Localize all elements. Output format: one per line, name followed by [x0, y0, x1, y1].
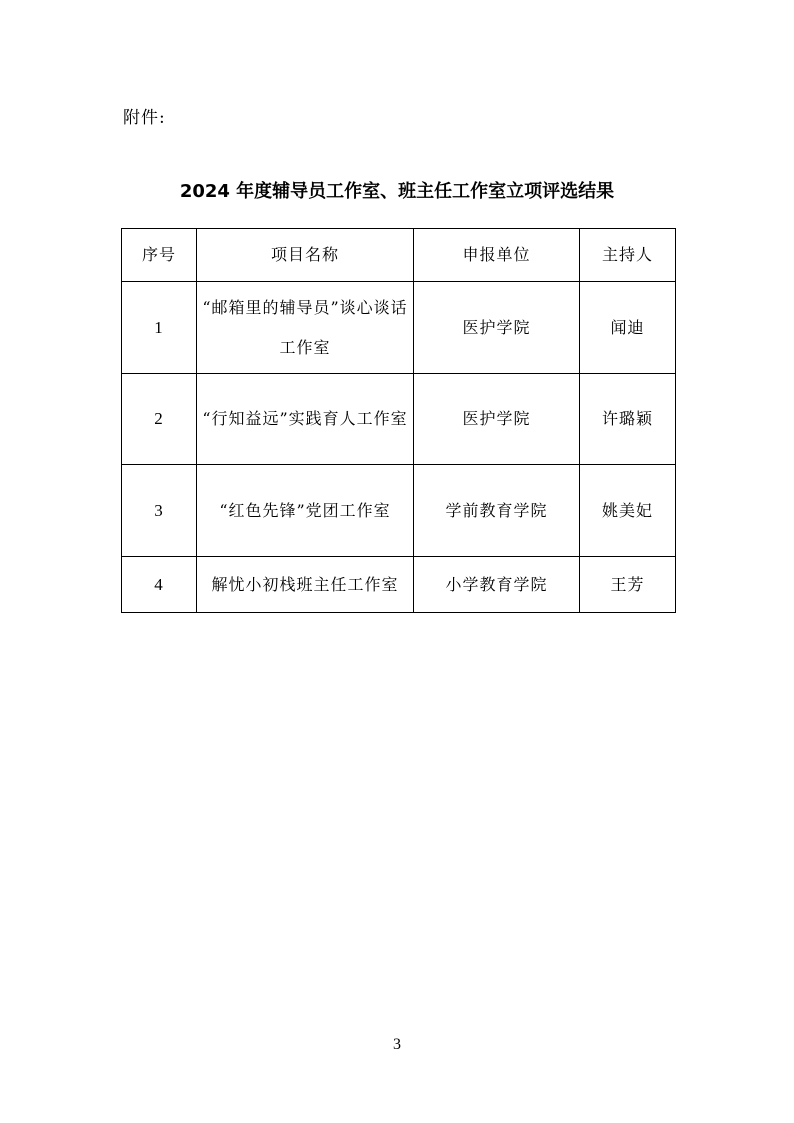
row-host: 王芳 — [580, 557, 676, 613]
row-project-name: “邮箱里的辅导员”谈心谈话工作室 — [197, 282, 414, 374]
row-project-name: “红色先锋”党团工作室 — [197, 465, 414, 557]
page-number: 3 — [393, 1036, 401, 1053]
row-unit: 学前教育学院 — [414, 465, 580, 557]
row-no: 1 — [122, 282, 197, 374]
table-row — [122, 282, 676, 374]
header-unit: 申报单位 — [414, 229, 580, 282]
row-project-name: “行知益远”实践育人工作室 — [197, 374, 414, 465]
row-unit: 医护学院 — [414, 374, 580, 465]
table-row — [122, 465, 676, 557]
table-header-row — [122, 229, 676, 282]
table-row — [122, 374, 676, 465]
row-no: 3 — [122, 465, 197, 557]
row-project-name: 解忧小初栈班主任工作室 — [197, 557, 414, 613]
header-host: 主持人 — [580, 229, 676, 282]
attachment-label: 附件: — [123, 108, 166, 128]
row-host: 闻迪 — [580, 282, 676, 374]
row-no: 2 — [122, 374, 197, 465]
results-table — [121, 228, 676, 613]
row-unit: 小学教育学院 — [414, 557, 580, 613]
row-unit: 医护学院 — [414, 282, 580, 374]
row-host: 姚美妃 — [580, 465, 676, 557]
document-title: 2024 年度辅导员工作室、班主任工作室立项评选结果 — [179, 181, 615, 202]
header-project-name: 项目名称 — [197, 229, 414, 282]
row-host: 许璐颖 — [580, 374, 676, 465]
header-no: 序号 — [122, 229, 197, 282]
row-no: 4 — [122, 557, 197, 613]
table-row — [122, 557, 676, 613]
